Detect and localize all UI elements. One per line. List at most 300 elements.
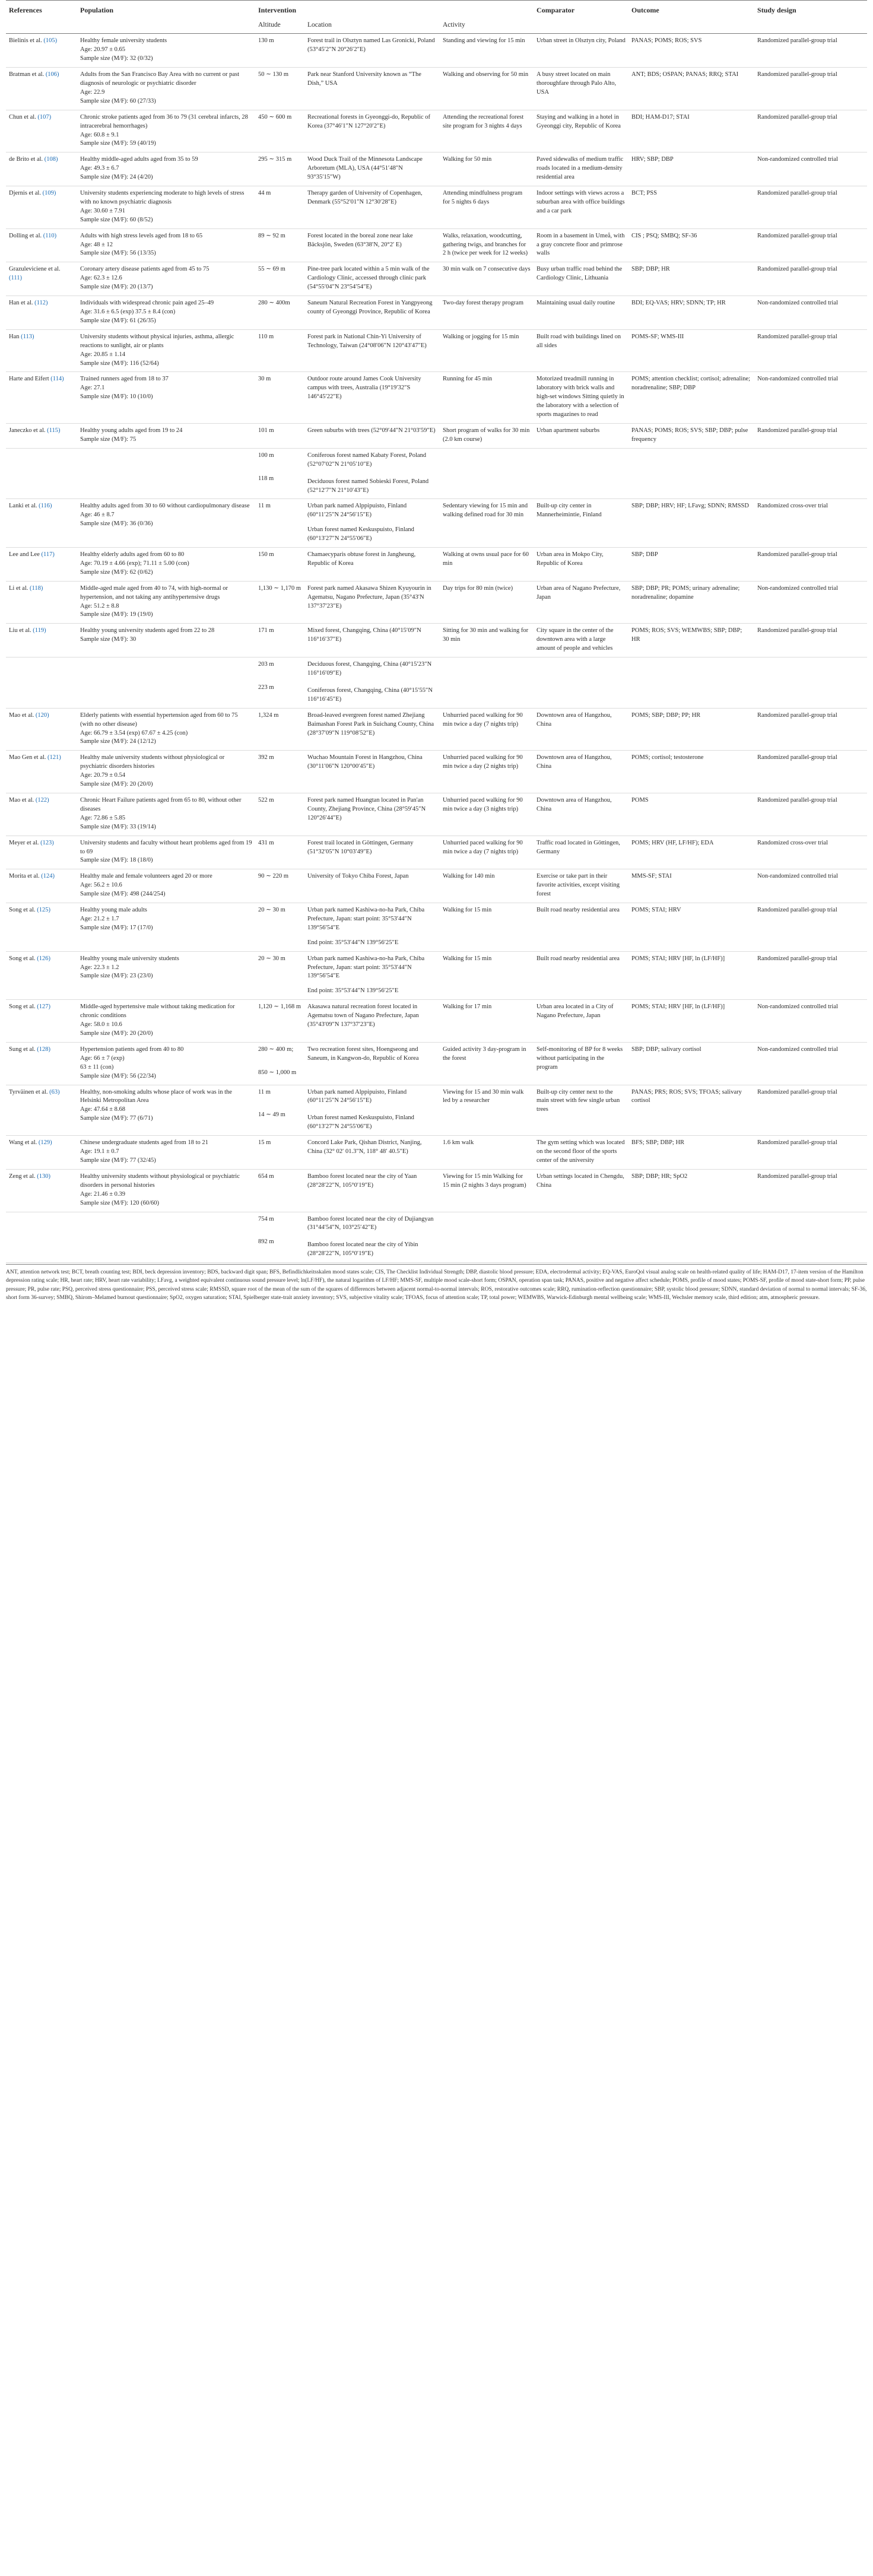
population-line: Sample size (M/F): 60 (8/52): [80, 216, 153, 223]
study-design-line: Non-randomized controlled trial: [757, 376, 838, 383]
outcome-line: BDI; EQ-VAS; HRV; SDNN; TP; HR: [631, 300, 726, 307]
comparator-line: City square in the center of the downtown area with a large amount of people and vehicles: [537, 627, 614, 652]
outcome-cell: [628, 624, 754, 658]
altitude-cell: [255, 110, 304, 153]
table-footnote: ANT, attention network test; BCT, breath counting test; BDI, beck depression inventory; BDS, backward digit span; BFS, Befindlichkeitsskalen mood states scale; CIS, The Checklist Individual Strength; DBP, diastolic blood pressure; EDA, electrodermal activity; EQ-VAS, EuroQol visual analog scale on health-related quality of life; HAM-D17, 17-item version of the Hamilton depression rating scale; HR, heart rate; HRV, heart rate variability; LFavg, a weighted equivalent continuous sound pressure level; ln(LF/HF), the natural logarithm of LF/HF; MMS-SF, multiple mood scale-short form; OSPAN, operation span task; PANAS, positive and negative affect schedule; POMS, profile of mood states; POMS-SF, profile of mood state-short form; PP, pulse pressure; PR, pulse rate; PSQ, perceived stress questionnaire; PSS, perceived stress scale; RMSSD, square root of the mean of the sum of the squares of differences between adjacent normal-to-normal intervals; ROS, restorative outcomes scale; RRQ, rumination-reflection questionnaire; SBP, systolic blood pressure; SDNN, standard deviation of normal to normal intervals; SF-36, short form 36-survey; SMBQ, Shirom–Melamed burnout questionnaire; SpO2, oxygen saturation; STAI, Spielberger state-trait anxiety inventory; SVS, subjective vitality scale; TFOAS, focus of attention scale; TP, total power; WEMWBS, Warwick-Edinburgh mental wellbeing scale; WMS-III, Wechsler memory scale, third edition; atm, atmospheric pressure.: [6, 1264, 867, 1302]
outcome-cell: [628, 34, 754, 68]
population-line: Chronic Heart Failure patients aged from 65 to 80, without other diseases: [80, 796, 242, 812]
header-comparator: Comparator: [534, 1, 628, 18]
location-line: Urban forest named Keskuspuisto, Finland (60°13′27″N 24°55′06″E): [307, 526, 414, 542]
reference-author: Wang et al.: [9, 1139, 37, 1146]
reference-citation-link[interactable]: (63): [49, 1088, 60, 1095]
reference-citation-link[interactable]: (110): [43, 232, 57, 239]
comparator-line: Busy urban traffic road behind the Cardiology Clinic, Lithuania: [537, 266, 623, 282]
outcome-cell: [628, 793, 754, 836]
location-cell: [304, 1136, 440, 1170]
location-line: End point: 35°53′44″N 139°56′25″E: [307, 939, 399, 946]
population-line: Elderly patients with essential hypertension aged from 60 to 75 (with no other disease): [80, 712, 238, 728]
outcome-cell: [628, 1000, 754, 1043]
location-cell: [304, 68, 440, 110]
reference-author: Lanki et al.: [9, 503, 37, 510]
study-design-line: Randomized parallel-group trial: [757, 190, 837, 197]
study-design-line: Randomized parallel-group trial: [757, 113, 837, 120]
population-line: Sample size (M/F): 498 (244/254): [80, 891, 166, 898]
reference-citation-link[interactable]: (111): [9, 275, 22, 282]
population-line: Healthy adults aged from 30 to 60 without cardiopulmonary disease: [80, 503, 250, 510]
study-design-line: Non-randomized controlled trial: [757, 156, 838, 163]
activity-line: Guided activity 3 day-program in the forest: [443, 1046, 526, 1062]
population-cell: [77, 751, 255, 793]
location-line: Therapy garden of University of Copenhagen, Denmark (55°52′01″N 12°30′28″E): [307, 190, 423, 205]
population-line: Coronary artery disease patients aged from 45 to 75: [80, 266, 209, 273]
table-row: [6, 1136, 867, 1170]
location-cell: [304, 34, 440, 68]
population-cell: [77, 448, 255, 499]
outcome-cell: [628, 548, 754, 582]
comparator-cell: [534, 186, 628, 229]
reference-citation-link[interactable]: (117): [41, 551, 55, 558]
altitude-line: 171 m: [258, 627, 274, 634]
population-line: Adults with high stress levels aged from 18 to 65: [80, 232, 203, 239]
study-design-cell: [754, 228, 867, 262]
location-line: Broad-leaved evergreen forest named Zhejiang Baimashan Forest Park in Suichang County, China (28°37′09″N 119°08′52″E): [307, 712, 434, 736]
outcome-line: PANAS; POMS; ROS; SVS; SBP; DBP; pulse frequency: [631, 427, 748, 443]
table-row: [6, 110, 867, 153]
reference-cell: [6, 581, 77, 624]
reference-citation-link[interactable]: (126): [37, 955, 50, 962]
reference-citation-link[interactable]: (107): [37, 113, 52, 120]
reference-author: Morita et al.: [9, 873, 40, 880]
altitude-line: 223 m: [258, 684, 274, 691]
study-design-cell: [754, 262, 867, 296]
location-line: Wood Duck Trail of the Minnesota Landscape Arboretum (MLA), USA (44°51′48″N 93°35′15″W): [307, 156, 423, 181]
location-line: Park near Stanford University known as “The Dish,” USA: [307, 71, 421, 87]
activity-cell: [440, 110, 534, 153]
population-cell: [77, 1042, 255, 1085]
study-design-cell: [754, 110, 867, 153]
outcome-cell: [628, 68, 754, 110]
population-line: Sample size (M/F): 120 (60/60): [80, 1199, 159, 1206]
activity-cell: [440, 751, 534, 793]
population-line: University students and faculty without heart problems aged from 19 to 69: [80, 839, 252, 855]
comparator-line: Urban apartment suburbs: [537, 427, 600, 434]
population-line: Age: 62.3 ± 12.6: [80, 275, 122, 282]
reference-author: Bielinis et al.: [9, 37, 42, 45]
study-design-line: Randomized parallel-group trial: [757, 71, 837, 78]
table-row: [6, 793, 867, 836]
table-row: [6, 1000, 867, 1043]
outcome-line: POMS; STAI; HRV: [631, 907, 681, 914]
reference-citation-link[interactable]: (105): [43, 37, 58, 45]
population-line: Age: 20.97 ± 0.65: [80, 46, 126, 53]
comparator-cell: [534, 624, 628, 658]
reference-citation-link[interactable]: (124): [41, 873, 55, 880]
reference-citation-link[interactable]: (127): [37, 1003, 50, 1011]
altitude-cell: [255, 951, 304, 1000]
population-line: Healthy young adults aged from 19 to 24: [80, 427, 183, 434]
reference-citation-link[interactable]: (123): [40, 839, 54, 846]
outcome-line: ANT; BDS; OSPAN; PANAS; RRQ; STAI: [631, 71, 739, 78]
activity-cell: [440, 448, 534, 499]
population-cell: [77, 869, 255, 903]
altitude-line: 20 ∼ 30 m: [258, 907, 285, 914]
study-design-cell: [754, 1085, 867, 1136]
population-line: Sample size (M/F): 19 (19/0): [80, 611, 153, 618]
altitude-cell: [255, 751, 304, 793]
population-line: Hypertension patients aged from 40 to 80: [80, 1046, 184, 1053]
reference-cell: [6, 329, 77, 372]
reference-cell: [6, 1085, 77, 1136]
comparator-line: Downtown area of Hangzhou, China: [537, 712, 612, 728]
outcome-line: PANAS; PRS; ROS; SVS; TFOAS; salivary cortisol: [631, 1088, 742, 1104]
table-row: [6, 34, 867, 68]
outcome-line: CIS ; PSQ; SMBQ; SF-36: [631, 232, 697, 239]
outcome-cell: [628, 658, 754, 709]
activity-cell: [440, 262, 534, 296]
header-altitude: Altitude: [255, 18, 304, 34]
location-line: Concord Lake Park, Qishan District, Nanjing, China (32° 02′ 01.3″N, 118° 48′ 40.5″E): [307, 1139, 422, 1155]
reference-citation-link[interactable]: (112): [34, 300, 48, 307]
outcome-cell: [628, 329, 754, 372]
location-cell: [304, 869, 440, 903]
reference-citation-link[interactable]: (121): [47, 754, 61, 761]
outcome-line: SBP; DBP: [631, 551, 658, 558]
reference-citation-link[interactable]: (115): [47, 427, 61, 434]
comparator-line: Built-up city center in Mannerheimintie, Finland: [537, 503, 602, 519]
altitude-cell: [255, 423, 304, 448]
activity-line: 30 min walk on 7 consecutive days: [443, 266, 531, 273]
header-location: Location: [304, 18, 440, 34]
population-line: Sample size (M/F): 17 (17/0): [80, 924, 153, 931]
activity-line: Walking for 15 min: [443, 955, 492, 962]
table-row: [6, 499, 867, 548]
activity-line: 1.6 km walk: [443, 1139, 474, 1146]
location-cell: [304, 951, 440, 1000]
comparator-cell: [534, 1212, 628, 1263]
reference-author: Sung et al.: [9, 1046, 36, 1053]
reference-citation-link[interactable]: (106): [45, 71, 59, 78]
reference-citation-link[interactable]: (125): [37, 907, 50, 914]
study-design-line: Randomized parallel-group trial: [757, 1173, 837, 1180]
table-row: [6, 228, 867, 262]
study-design-line: Randomized parallel-group trial: [757, 754, 837, 761]
outcome-line: POMS; cortisol; testosterone: [631, 754, 704, 761]
location-line: End point: 35°53′44″N 139°56′25″E: [307, 987, 399, 995]
study-design-line: Randomized parallel-group trial: [757, 37, 837, 45]
population-line: Age: 72.86 ± 5.85: [80, 814, 126, 821]
table-row: [6, 329, 867, 372]
altitude-cell: [255, 228, 304, 262]
outcome-cell: [628, 372, 754, 424]
outcome-line: POMS; STAI; HRV [HF, ln (LF/HF)]: [631, 955, 725, 962]
population-line: Age: 21.46 ± 0.39: [80, 1190, 126, 1198]
altitude-cell: [255, 624, 304, 658]
study-design-cell: [754, 1136, 867, 1170]
location-cell: [304, 793, 440, 836]
reference-author: Mao et al.: [9, 712, 34, 719]
outcome-cell: [628, 836, 754, 869]
reference-author: Liu et al.: [9, 627, 31, 634]
altitude-cell: [255, 1000, 304, 1043]
table-row: [6, 836, 867, 869]
reference-citation-link[interactable]: (122): [35, 796, 49, 803]
location-line: Coniferous forest named Kabaty Forest, Poland (52°07′02″N 21°05′10″E): [307, 452, 427, 468]
reference-citation-link[interactable]: (114): [50, 376, 64, 383]
altitude-cell: [255, 1085, 304, 1136]
comparator-line: Urban settings located in Chengdu, China: [537, 1173, 624, 1189]
reference-citation-link[interactable]: (129): [38, 1139, 52, 1146]
activity-line: Walking and observing for 50 min: [443, 71, 529, 78]
population-line: Sample size (M/F): 32 (0/32): [80, 55, 153, 62]
reference-author: Djernis et al.: [9, 190, 41, 197]
activity-cell: [440, 68, 534, 110]
population-line: Age: 30.60 ± 7.91: [80, 207, 126, 214]
activity-cell: [440, 423, 534, 448]
outcome-cell: [628, 1085, 754, 1136]
study-design-line: Randomized parallel-group trial: [757, 1088, 837, 1095]
reference-author: Zeng et al.: [9, 1173, 36, 1180]
comparator-cell: [534, 1169, 628, 1212]
activity-cell: [440, 296, 534, 330]
table-header: [6, 1, 867, 34]
population-line: Sample size (M/F): 116 (52/64): [80, 360, 159, 367]
location-line: Forest park named Akasawa Shizen Kyuyourin in Agematsu, Nagano Prefecture, Japan (35°43′N 137°37′23″E): [307, 585, 431, 609]
location-line: Wuchao Mountain Forest in Hangzhou, China (30°11′06″N 120°00′45″E): [307, 754, 423, 770]
location-line: Bamboo forest located near the city of Yibin (28°28′22″N, 105°0′19″E): [307, 1241, 418, 1257]
comparator-line: Staying and walking in a hotel in Gyeonggi city, Republic of Korea: [537, 113, 621, 129]
reference-citation-link[interactable]: (109): [42, 190, 56, 197]
study-design-line: Non-randomized controlled trial: [757, 873, 838, 880]
reference-citation-link[interactable]: (116): [39, 503, 52, 510]
comparator-cell: [534, 548, 628, 582]
reference-cell: [6, 658, 77, 709]
location-line: Saneum Natural Recreation Forest in Yangpyeong county of Gyeonggi Province, Republic of Korea: [307, 300, 433, 316]
population-line: University students experiencing moderate to high levels of stress with no known psychiatric diagnosis: [80, 190, 245, 205]
outcome-cell: [628, 708, 754, 751]
comparator-cell: [534, 34, 628, 68]
population-line: 63 ± 11 (con): [80, 1063, 114, 1071]
population-line: Sample size (M/F): 56 (13/35): [80, 250, 156, 257]
population-line: Age: 58.0 ± 10.6: [80, 1021, 122, 1028]
population-line: Age: 22.9: [80, 88, 105, 96]
outcome-line: POMS; attention checklist; cortisol; adrenaline; noradrenaline; SBP; DBP: [631, 376, 751, 392]
reference-cell: [6, 423, 77, 448]
outcome-cell: [628, 1212, 754, 1263]
study-design-cell: [754, 658, 867, 709]
population-cell: [77, 1085, 255, 1136]
reference-citation-link[interactable]: (128): [37, 1046, 50, 1053]
activity-line: Viewing for 15 min Walking for 15 min (2 nights 3 days program): [443, 1173, 526, 1189]
population-line: Sample size (M/F): 62 (0/62): [80, 568, 153, 576]
population-line: Age: 49.3 ± 6.7: [80, 165, 119, 172]
study-design-cell: [754, 836, 867, 869]
comparator-line: Room in a basement in Umeå, with a gray concrete floor and primrose walls: [537, 232, 625, 257]
altitude-line: 522 m: [258, 796, 274, 803]
outcome-line: BDI; HAM-D17; STAI: [631, 113, 690, 120]
population-line: Age: 66 ± 7 (exp): [80, 1054, 125, 1062]
outcome-cell: [628, 228, 754, 262]
location-line: Bamboo forest located near the city of Yaan (28°28′22″N, 105°0′19″E): [307, 1173, 417, 1189]
outcome-cell: [628, 296, 754, 330]
reference-cell: [6, 1042, 77, 1085]
reference-cell: [6, 34, 77, 68]
population-line: Healthy university students without physiological or psychiatric disorders in personal histories: [80, 1173, 240, 1189]
table-row: [6, 423, 867, 448]
activity-line: Walking for 17 min: [443, 1003, 492, 1011]
study-design-line: Randomized parallel-group trial: [757, 427, 837, 434]
outcome-line: SBP; DBP; HR; SpO2: [631, 1173, 688, 1180]
reference-cell: [6, 708, 77, 751]
population-cell: [77, 548, 255, 582]
activity-cell: [440, 1042, 534, 1085]
reference-author: Mao Gen et al.: [9, 754, 46, 761]
study-design-line: Non-randomized controlled trial: [757, 1003, 838, 1011]
activity-cell: [440, 581, 534, 624]
location-cell: [304, 1042, 440, 1085]
population-line: Middle-aged hypertensive male without taking medication for chronic conditions: [80, 1003, 235, 1019]
study-design-cell: [754, 903, 867, 952]
altitude-line: 130 m: [258, 37, 274, 45]
study-characteristics-table: [6, 0, 867, 1263]
population-line: Sample size (M/F): 20 (13/7): [80, 284, 153, 291]
study-design-cell: [754, 423, 867, 448]
reference-author: de Brito et al.: [9, 156, 43, 163]
activity-line: Attending mindfulness program for 5 nights 6 days: [443, 190, 523, 205]
comparator-line: Built road with buildings lined on all sides: [537, 333, 621, 349]
outcome-line: SBP; DBP; HRV; HF; LFavg; SDNN; RMSSD: [631, 503, 749, 510]
altitude-cell: [255, 793, 304, 836]
altitude-cell: [255, 68, 304, 110]
table-row: [6, 1169, 867, 1212]
location-line: Forest park named Huangtan located in Pan'an County, Zhejiang Province, China (28°59′45″N 120°26′44″E): [307, 796, 426, 821]
population-line: Age: 70.19 ± 4.66 (exp); 71.11 ± 5.00 (con): [80, 560, 189, 567]
header-activity: Activity: [440, 18, 534, 34]
location-cell: [304, 581, 440, 624]
population-cell: [77, 1000, 255, 1043]
comparator-cell: [534, 1042, 628, 1085]
activity-line: Walking at owns usual pace for 60 min: [443, 551, 529, 567]
location-line: Forest located in the boreal zone near lake Bäcksjön, Sweden (63°38′N, 20°2′ E): [307, 232, 413, 248]
location-line: Outdoor route around James Cook University campus with trees, Australia (19°19′32″S 146°45′22″E): [307, 376, 421, 401]
altitude-line: 11 m: [258, 503, 271, 510]
reference-cell: [6, 548, 77, 582]
reference-cell: [6, 1212, 77, 1263]
location-cell: [304, 186, 440, 229]
comparator-cell: [534, 499, 628, 548]
comparator-cell: [534, 262, 628, 296]
population-line: Age: 47.64 ± 8.68: [80, 1106, 126, 1113]
header-references: References: [6, 1, 77, 18]
reference-cell: [6, 228, 77, 262]
population-line: Healthy young male adults: [80, 907, 147, 914]
altitude-line: 1,120 ∼ 1,168 m: [258, 1003, 301, 1011]
activity-cell: [440, 329, 534, 372]
population-line: Individuals with widespread chronic pain aged 25–49: [80, 300, 214, 307]
location-line: Akasawa natural recreation forest located in Agematsu town of Nagano Prefecture, Japan (35°43′09″N 137°37′23″E): [307, 1003, 419, 1028]
activity-cell: [440, 1212, 534, 1263]
comparator-line: Urban street in Olsztyn city, Poland: [537, 37, 626, 45]
comparator-cell: [534, 751, 628, 793]
comparator-cell: [534, 110, 628, 153]
location-cell: [304, 548, 440, 582]
comparator-cell: [534, 793, 628, 836]
population-cell: [77, 423, 255, 448]
population-line: Healthy, non-smoking adults whose place of work was in the Helsinki Metropolitan Area: [80, 1088, 232, 1104]
location-cell: [304, 228, 440, 262]
outcome-cell: [628, 262, 754, 296]
population-line: Age: 21.2 ± 1.7: [80, 915, 119, 922]
reference-author: Tyrväinen et al.: [9, 1088, 48, 1095]
outcome-line: SBP; DBP; PR; POMS; urinary adrenaline; noradrenaline; dopamine: [631, 585, 740, 601]
activity-cell: [440, 869, 534, 903]
population-cell: [77, 153, 255, 186]
activity-line: Viewing for 15 and 30 min walk led by a researcher: [443, 1088, 524, 1104]
outcome-line: HRV; SBP; DBP: [631, 156, 674, 163]
population-cell: [77, 903, 255, 952]
population-line: Chinese undergraduate students aged from 18 to 21: [80, 1139, 208, 1146]
activity-cell: [440, 499, 534, 548]
location-line: Deciduous forest named Sobieski Forest, Poland (52°12′7″N 21°10′43″E): [307, 478, 429, 494]
outcome-line: BFS; SBP; DBP; HR: [631, 1139, 685, 1146]
outcome-cell: [628, 751, 754, 793]
population-cell: [77, 110, 255, 153]
activity-line: Day trips for 80 min (twice): [443, 585, 513, 592]
comparator-line: Downtown area of Hangzhou, China: [537, 754, 612, 770]
location-line: Two recreation forest sites, Hoengseong and Saneum, in Kangwon-do, Republic of Korea: [307, 1046, 419, 1062]
outcome-cell: [628, 903, 754, 952]
altitude-cell: [255, 1212, 304, 1263]
activity-line: Sitting for 30 min and walking for 30 min: [443, 627, 529, 643]
study-design-line: Randomized parallel-group trial: [757, 796, 837, 803]
location-cell: [304, 448, 440, 499]
table-row: [6, 1042, 867, 1085]
altitude-cell: [255, 1169, 304, 1212]
comparator-line: Exercise or take part in their favorite activities, except visiting forest: [537, 873, 620, 898]
study-design-cell: [754, 68, 867, 110]
reference-citation-link[interactable]: (130): [37, 1173, 50, 1180]
reference-citation-link[interactable]: (108): [44, 156, 58, 163]
population-line: Adults from the San Francisco Bay Area with no current or past diagnosis of neurologic or psychiatric disorder: [80, 71, 239, 87]
reference-author: Song et al.: [9, 907, 36, 914]
altitude-line: 1,324 m: [258, 712, 279, 719]
population-line: Age: 31.6 ± 6.5 (exp) 37.5 ± 8.4 (con): [80, 309, 176, 316]
activity-line: Short program of walks for 30 min (2.0 km course): [443, 427, 530, 443]
study-design-cell: [754, 869, 867, 903]
comparator-cell: [534, 903, 628, 952]
reference-cell: [6, 903, 77, 952]
outcome-line: POMS; ROS; SVS; WEMWBS; SBP; DBP; HR: [631, 627, 742, 643]
location-cell: [304, 751, 440, 793]
reference-citation-link[interactable]: (120): [35, 712, 49, 719]
comparator-line: The gym setting which was located on the second floor of the sports center of the university: [537, 1139, 625, 1164]
reference-citation-link[interactable]: (113): [21, 333, 34, 340]
table-row: [6, 869, 867, 903]
altitude-cell: [255, 1042, 304, 1085]
location-cell: [304, 262, 440, 296]
population-cell: [77, 624, 255, 658]
study-design-line: Non-randomized controlled trial: [757, 585, 838, 592]
reference-author: Lee and Lee: [9, 551, 40, 558]
reference-citation-link[interactable]: (119): [33, 627, 46, 634]
population-line: Sample size (M/F): 33 (19/14): [80, 823, 156, 830]
location-cell: [304, 836, 440, 869]
population-line: Trained runners aged from 18 to 37: [80, 376, 169, 383]
altitude-line: 431 m: [258, 839, 274, 846]
comparator-line: Motorized treadmill running in laboratory with brick walls and high-set windows Sitting quietly in the laboratory with a selection of sports magazines to read: [537, 376, 624, 418]
reference-citation-link[interactable]: (118): [30, 585, 43, 592]
location-cell: [304, 1000, 440, 1043]
table-body: [6, 34, 867, 1263]
